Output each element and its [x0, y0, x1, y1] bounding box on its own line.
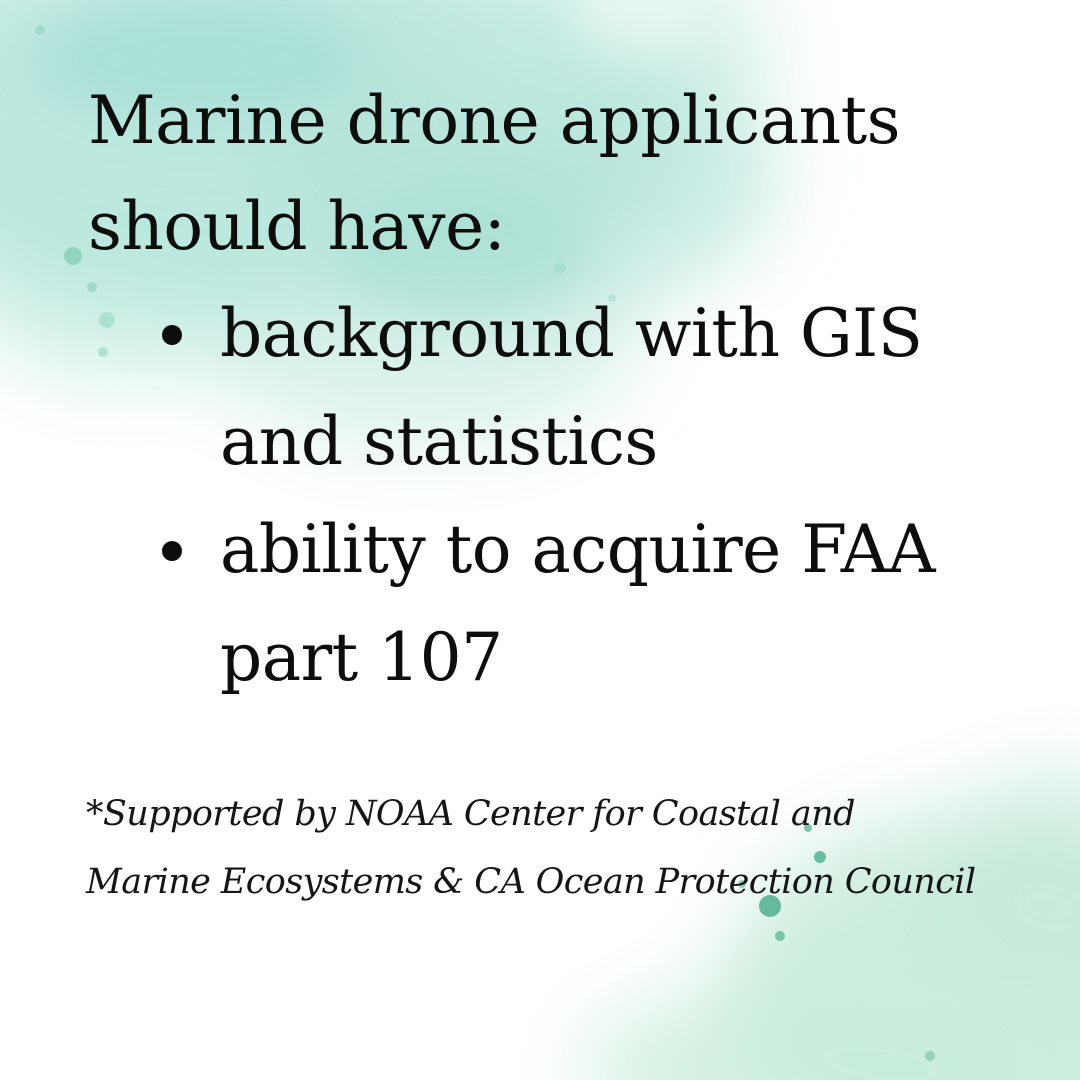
- footnote-line-2: Marine Ecosystems & CA Ocean Protection Council: [86, 862, 976, 902]
- heading-line-1: Marine drone applicants: [88, 82, 900, 159]
- list-item-line-2: part 107: [220, 619, 503, 696]
- list-item: [152, 280, 1032, 496]
- bullet-dot-icon: [162, 541, 182, 561]
- requirements-list: [152, 280, 1032, 712]
- list-item-line-2: and statistics: [220, 403, 658, 480]
- footnote-line-1: *Supported by NOAA Center for Coastal and: [86, 794, 855, 834]
- heading-line-2: should have:: [88, 188, 506, 265]
- list-item-line-1: ability to acquire FAA: [220, 511, 936, 588]
- bullet-dot-icon: [162, 325, 182, 345]
- heading: [88, 68, 988, 280]
- list-item: [152, 496, 1032, 712]
- footnote: [86, 780, 1046, 916]
- list-item-line-1: background with GIS: [220, 295, 923, 372]
